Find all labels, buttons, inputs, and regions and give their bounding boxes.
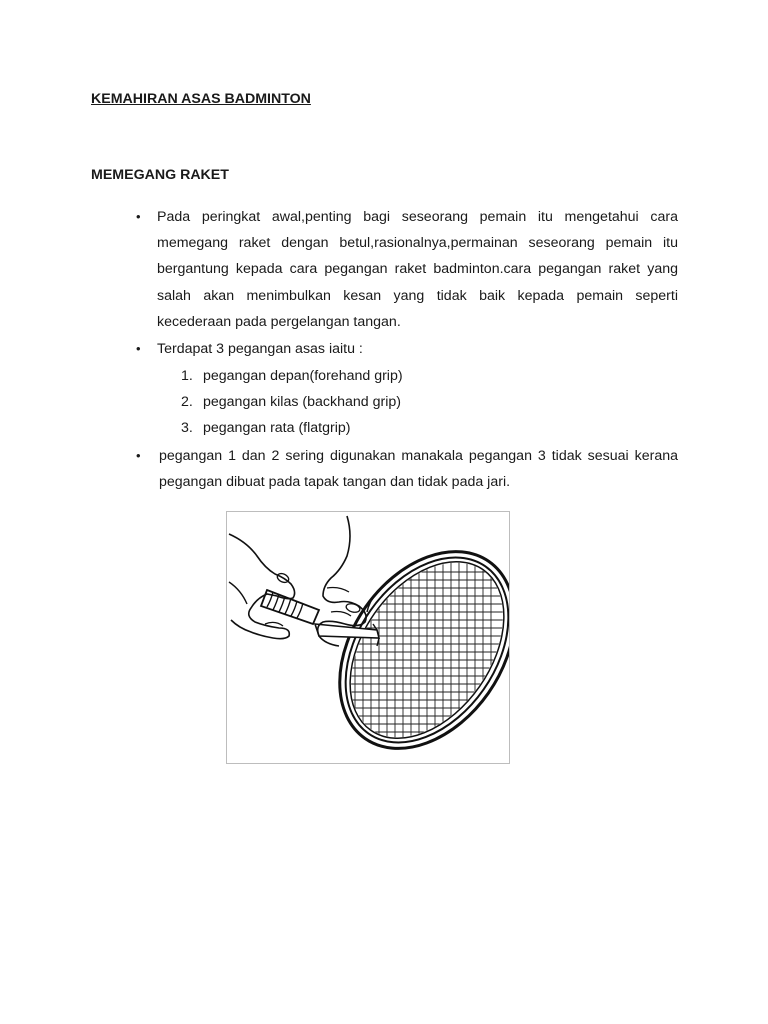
bullet-text: Terdapat 3 pegangan asas iaitu : — [157, 341, 363, 357]
bullet-dot-icon: • — [136, 341, 141, 356]
bullet-text: pegangan 1 dan 2 sering digunakan manakala pegangan 3 tidak sesuai kerana pegangan dibuat pada tapak tangan dan tidak pada jari. — [159, 448, 678, 491]
bullet-item-3 — [136, 443, 678, 495]
bullet-dot-icon: • — [136, 448, 141, 463]
document-title: KEMAHIRAN ASAS BADMINTON — [91, 91, 311, 107]
grip-label: pegangan depan(forehand grip) — [203, 368, 403, 384]
bullet-item-1 — [136, 204, 678, 335]
grip-label: pegangan rata (flatgrip) — [203, 420, 351, 436]
grip-list-item-3 — [181, 415, 351, 441]
grip-number: 3. — [181, 420, 193, 436]
bullet-item-2 — [136, 336, 678, 362]
bullet-text: Pada peringkat awal,penting bagi seseorang pemain itu mengetahui cara memegang raket dengan betul,rasionalnya,permainan seseorang pemain itu bergantung kepada cara pegangan raket badminton.cara pegangan raket yang salah akan menimbulkan kesan yang tidak baik kepada pemain seperti kecederaan pada pergelangan tangan. — [157, 209, 678, 330]
grip-list-item-1 — [181, 363, 403, 389]
grip-label: pegangan kilas (backhand grip) — [203, 394, 401, 410]
grip-number: 2. — [181, 394, 193, 410]
section-heading: MEMEGANG RAKET — [91, 167, 229, 183]
bullet-dot-icon: • — [136, 209, 141, 224]
grip-number: 1. — [181, 368, 193, 384]
grip-list-item-2 — [181, 389, 401, 415]
racket-grip-illustration-icon — [227, 512, 509, 763]
racket-grip-figure — [226, 511, 510, 764]
